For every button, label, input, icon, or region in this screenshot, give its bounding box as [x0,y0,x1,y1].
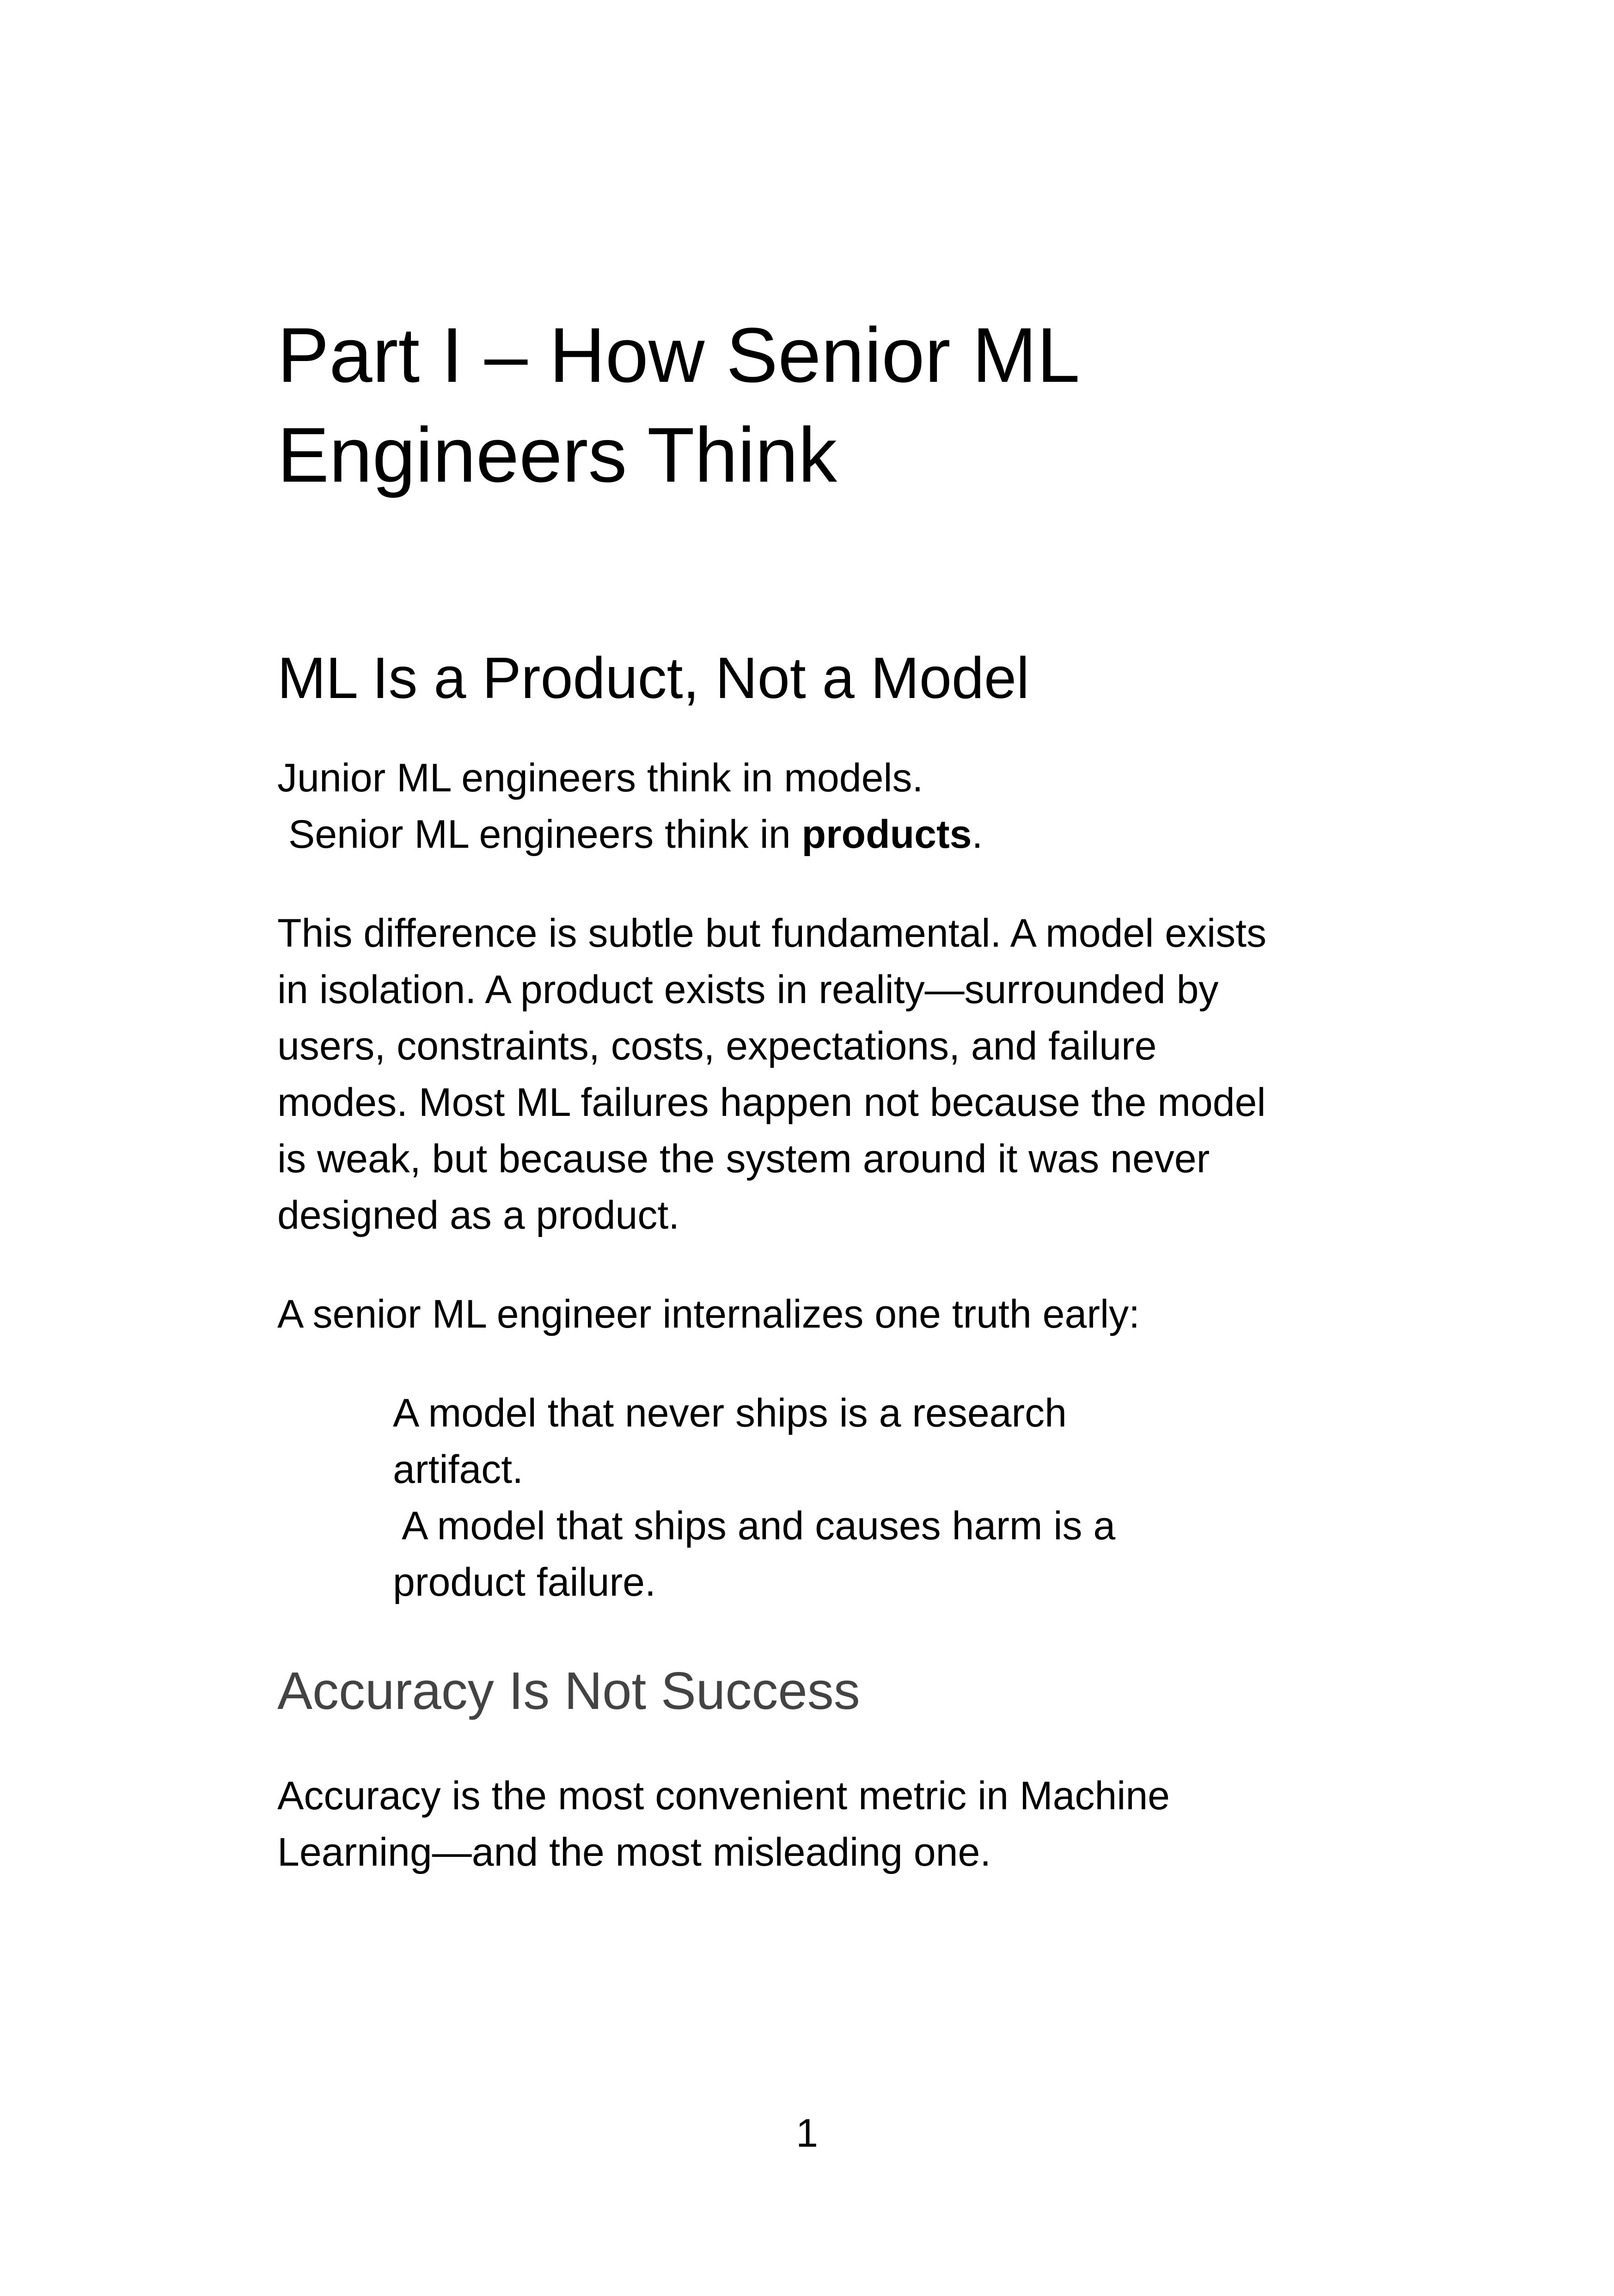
difference-line: designed as a product. [277,1193,680,1237]
truth-quote [277,1385,1294,1610]
difference-line: is weak, but because the system around it was never [277,1137,1210,1181]
part-title [277,305,1368,505]
quote-line: product failure. [393,1560,656,1604]
difference-line: modes. Most ML failures happen not because the model [277,1080,1266,1125]
difference-line: users, constraints, costs, expectations, and failure [277,1024,1157,1068]
difference-line: This difference is subtle but fundamental. A model exists [277,911,1267,955]
quote-line: A model that ships and causes harm is a [393,1504,1116,1548]
quote-line: A model that never ships is a research [393,1391,1067,1435]
accuracy-paragraph [277,1768,1368,1880]
section-title: Accuracy Is Not Success [277,1662,860,1720]
lead-line-2 [277,806,1368,863]
accuracy-line: Accuracy is the most convenient metric in Machine [277,1774,1170,1818]
difference-line: in isolation. A product exists in reality—surrounded by [277,967,1219,1012]
page-number: 1 [796,2111,818,2155]
lead-line-1: Junior ML engineers think in models. [277,756,923,800]
part-title-line-1: Part I – How Senior ML [277,312,1080,398]
difference-paragraph [277,905,1368,1243]
page-content [277,305,1368,1880]
part-title-line-2: Engineers Think [277,411,837,498]
lead-paragraph [277,750,1368,863]
chapter-title: ML Is a Product, Not a Model [277,645,1030,710]
lead-line-2-prefix: Senior ML engineers think in [277,812,802,857]
quote-line: artifact. [393,1447,523,1492]
lead-line-2-suffix: . [972,812,983,857]
truth-paragraph: A senior ML engineer internalizes one truth early: [277,1292,1140,1336]
accuracy-line: Learning—and the most misleading one. [277,1830,991,1874]
lead-emphasis-products: products [801,812,972,857]
